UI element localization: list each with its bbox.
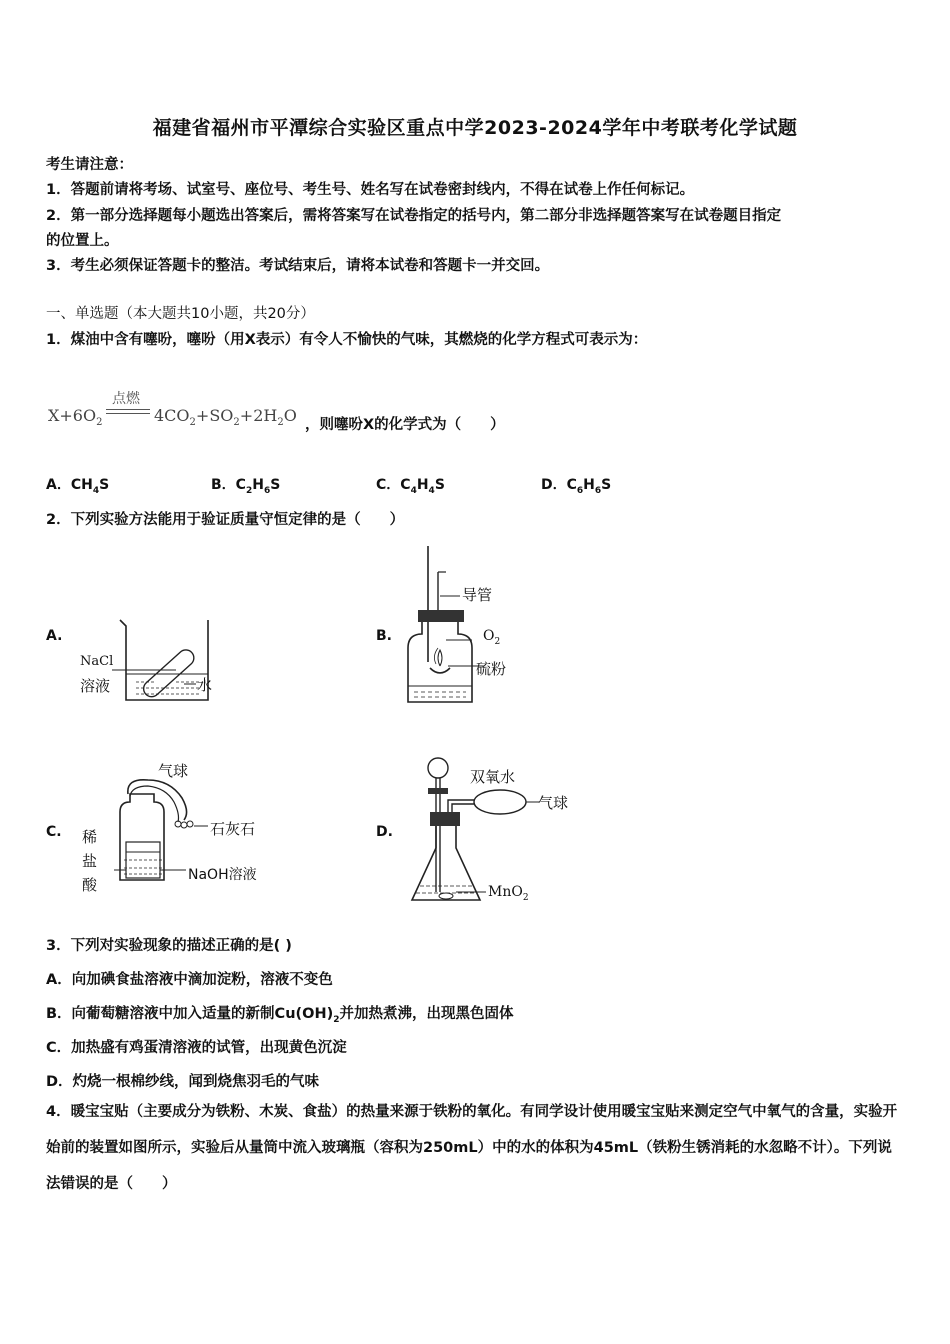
q1-equation: [48, 388, 608, 438]
q1-option-d[interactable]: D．$C_6H_6S$: [541, 477, 612, 496]
notice-item-1: 1．答题前请将考场、试室号、座位号、考生号、姓名写在试卷密封线内，不得在试卷上作任何标记。: [46, 182, 695, 198]
label-solution: 溶液: [80, 677, 111, 695]
reaction-condition: 点燃: [112, 391, 140, 407]
equation-lhs: $X+6O_2$: [48, 406, 103, 429]
notice-item-3: 3．考生必须保证答题卡的整洁。考试结束后，请将本试卷和答题卡一并交回。: [46, 258, 550, 274]
label-delivery-tube: 导管: [462, 586, 493, 604]
apparatus-b-jar: [400, 542, 580, 712]
q1-tail: ，则噻吩X的化学式为（ ）: [305, 417, 505, 433]
jar-outline: [408, 622, 472, 702]
label-nacl: NaCl: [80, 654, 114, 669]
label-balloon-d: 气球: [538, 794, 569, 812]
dropping-funnel-bulb: [428, 758, 448, 778]
reaction-arrow-bottom: [106, 413, 150, 414]
label-oxygen: $O_2$: [483, 628, 501, 647]
flask-stopper: [430, 812, 460, 826]
page-title: 福建省福州市平潭综合实验区重点中学2023-2024学年中考联考化学试题: [152, 117, 798, 139]
label-balloon-c: 气球: [158, 762, 189, 780]
q3-option-c[interactable]: C．加热盛有鸡蛋清溶液的试管，出现黄色沉淀: [46, 1040, 347, 1056]
label-hydrogen-peroxide: 双氧水: [470, 768, 516, 786]
q2-option-d-label[interactable]: D.: [376, 824, 393, 840]
notice-item-2a: 2．第一部分选择题每小题选出答案后，需将答案写在试卷指定的括号内，第二部分非选择题答案写在试卷题目指定: [46, 208, 782, 224]
label-limestone: 石灰石: [210, 820, 256, 838]
label-naoh: NaOH溶液: [188, 867, 257, 883]
q4-stem: 4．暖宝宝贴（主要成分为铁粉、木炭、食盐）的热量来源于铁粉的氧化。有同学设计使用暖宝宝贴来测定空气中氧气的含量，实验开始前的装置如图所示，实验后从量筒中流入玻璃瓶（容积为250mL）中的水的体积为45mL（铁粉生锈消耗的水忽略不计）。下列说法错误的是（ ）: [46, 1104, 898, 1192]
combustion-spoon: [430, 668, 450, 673]
label-acid-1: 稀: [82, 828, 98, 846]
q2-option-b-label[interactable]: B.: [376, 628, 392, 644]
label-mno2: MnO$_2$: [488, 884, 529, 903]
q3-option-d[interactable]: D．灼烧一根棉纱线，闻到烧焦羽毛的气味: [46, 1074, 320, 1090]
label-acid-3: 酸: [82, 876, 98, 894]
label-water: 水: [197, 676, 213, 694]
conical-flask: [412, 826, 480, 900]
section-heading: 一、单选题（本大题共10小题，共20分）: [46, 306, 315, 322]
label-acid-2: 盐: [82, 852, 98, 870]
notice-heading: 考生请注意：: [46, 157, 133, 173]
equation-rhs: $4CO_2+SO_2+2H_2O$: [154, 406, 297, 429]
notice-item-2b: 的位置上。: [46, 233, 119, 249]
balloon-d: [474, 790, 526, 814]
q1-option-a[interactable]: A．$CH_4S$: [46, 477, 110, 496]
q3-stem: 3．下列对实验现象的描述正确的是( ): [46, 938, 292, 954]
label-sulfur: 硫粉: [476, 660, 507, 678]
q2-stem: 2．下列实验方法能用于验证质量守恒定律的是（ ）: [46, 512, 405, 528]
q2-option-c-label[interactable]: C.: [46, 824, 62, 840]
test-tube: [140, 647, 197, 700]
reaction-arrow-top: [106, 409, 150, 410]
q1-stem: 1．煤油中含有噻吩，噻吩（用X表示）有令人不愉快的气味，其燃烧的化学方程式可表示为：: [46, 332, 648, 348]
q3-option-b[interactable]: B．向葡萄糖溶液中加入适量的新制$Cu(OH)_2$并加热煮沸，出现黑色固体: [46, 1006, 514, 1025]
q1-option-c[interactable]: C．$C_4H_4S$: [376, 477, 445, 496]
q1-option-b[interactable]: B．$C_2H_6S$: [211, 477, 281, 496]
rubber-stopper: [418, 610, 464, 622]
q2-option-a-label[interactable]: A.: [46, 628, 63, 644]
q3-option-a[interactable]: A．向加碘食盐溶液中滴加淀粉，溶液不变色: [46, 972, 333, 988]
